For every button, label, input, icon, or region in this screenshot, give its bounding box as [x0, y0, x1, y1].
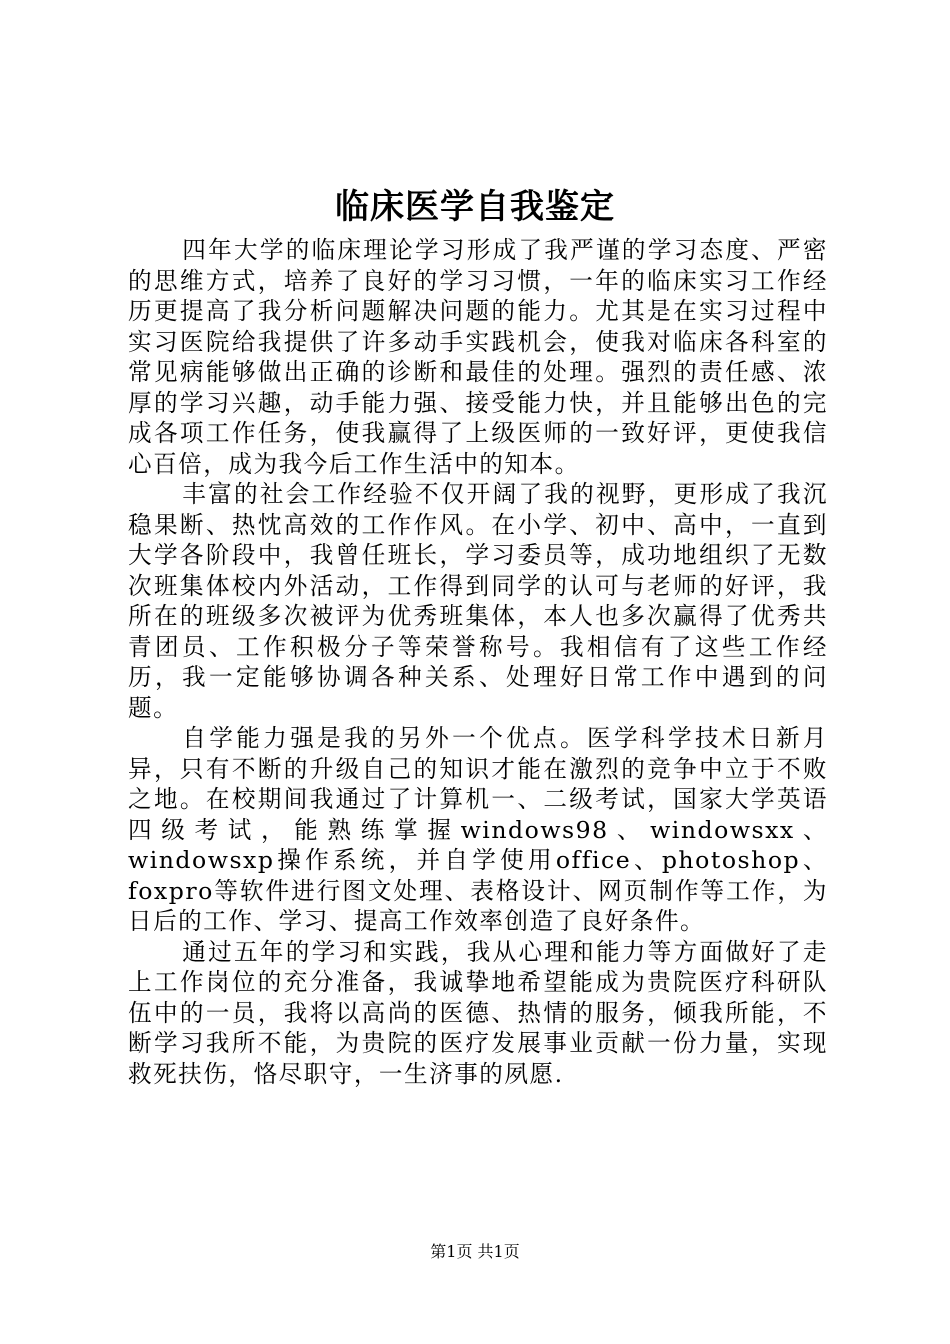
paragraph-3: 自学能力强是我的另外一个优点。医学科学技术日新月异，只有不断的升级自己的知识才能在激烈的竞争中立于不败之地。在校期间我通过了计算机一、二级考试，国家大学英语四级考试，能熟练掌握windows98、windowsxx、windowsxp操作系统，并自学使用office、photoshop、foxpro等软件进行图文处理、表格设计、网页制作等工作，为日后的工作、学习、提高工作效率创造了良好条件。 — [128, 724, 828, 935]
paragraph-1: 四年大学的临床理论学习形成了我严谨的学习态度、严密的思维方式，培养了良好的学习习惯，一年的临床实习工作经历更提高了我分析问题解决问题的能力。尤其是在实习过程中实习医院给我提供了许多动手实践机会，使我对临床各科室的常见病能够做出正确的诊断和最佳的处理。强烈的责任感、浓厚的学习兴趣，动手能力强、接受能力快，并且能够出色的完成各项工作任务，使我赢得了上级医师的一致好评，更使我信心百倍，成为我今后工作生活中的知本。 — [128, 236, 828, 478]
page-title: 临床医学自我鉴定 — [335, 187, 615, 227]
paragraph-4: 通过五年的学习和实践，我从心理和能力等方面做好了走上工作岗位的充分准备，我诚挚地希望能成为贵院医疗科研队伍中的一员，我将以高尚的医德、热情的服务，倾我所能，不断学习我所不能，为贵院的医疗发展事业贡献一份力量，实现救死扶伤，恪尽职守，一生济事的夙愿. — [128, 937, 828, 1088]
document-body — [128, 235, 828, 1089]
page-number-footer: 第1页 共1页 — [430, 1242, 520, 1261]
paragraph-2: 丰富的社会工作经验不仅开阔了我的视野，更形成了我沉稳果断、热忱高效的工作作风。在小学、初中、高中，一直到大学各阶段中，我曾任班长，学习委员等，成功地组织了无数次班集体校内外活动，工作得到同学的认可与老师的好评，我所在的班级多次被评为优秀班集体，本人也多次赢得了优秀共青团员、工作积极分子等荣誉称号。我相信有了这些工作经历，我一定能够协调各种关系、处理好日常工作中遇到的问题。 — [128, 480, 828, 722]
